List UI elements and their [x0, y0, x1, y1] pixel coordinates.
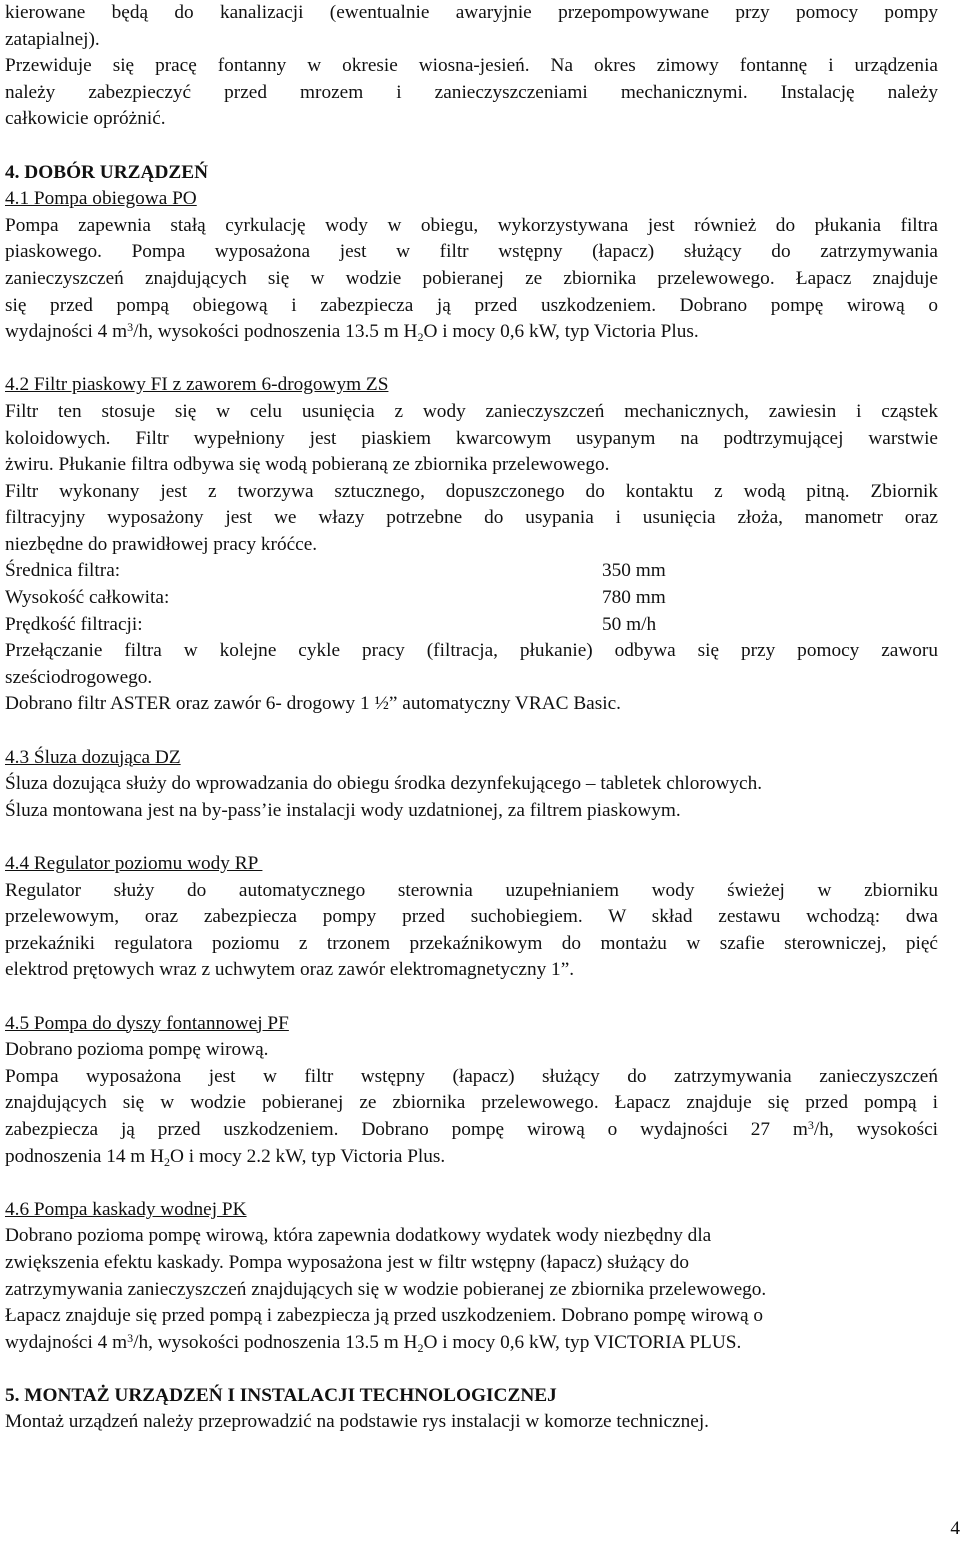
- text-line: filtracyjny wyposażony jest we włazy potrzebne do usypania i usunięcia złoża, manometr oraz: [5, 507, 938, 529]
- text-line: kierowane będą do kanalizacji (ewentualnie awaryjnie przepompowywane przy pomocy pompy: [5, 2, 938, 23]
- document-page: [5, 0, 938, 1436]
- text-line: wydajności 4 $m^3/h$, wysokości podnoszenia 13.5 m $H_2O$ i mocy 0,6 kW, typ Victoria Plus.: [5, 320, 699, 345]
- text-line: znajdujących się w wodzie pobieranej ze zbiornika przelewowego. Łapacz znajduje się przed pompą i: [5, 1092, 938, 1114]
- text-line: przekaźniki regulatora poziomu z trzonem przekaźnikowym do montażu w szafie sterowniczej, pięć: [5, 932, 938, 954]
- text-line: niezbędne do prawidłowej pracy króćce.: [5, 533, 318, 555]
- text-line: Dobrano filtr ASTER oraz zawór 6- drogowy 1 ½” automatyczny VRAC Basic.: [5, 693, 621, 715]
- section-4-1-title: 4.1 Pompa obiegowa PO: [5, 188, 197, 210]
- section-4-4-title: 4.4 Regulator poziomu wody RP: [5, 853, 263, 874]
- page-number: 4: [950, 1518, 960, 1539]
- text-line: Śluza dozująca służy do wprowadzania do obiegu środka dezynfekującego – tabletek chlorowych.: [5, 773, 763, 795]
- text-line: podnoszenia 14 m $H_2O$ i mocy 2.2 kW, typ Victoria Plus.: [5, 1145, 446, 1169]
- text-line: Łapacz znajduje się przed pompą i zabezpiecza ją przed uszkodzeniem. Dobrano pompę wirową o: [5, 1305, 764, 1327]
- text-line: zabezpiecza ją przed uszkodzeniem. Dobrano pompę wirową o wydajności 27 $m^3/h$, wysokości: [5, 1117, 938, 1140]
- text-line: Pompa zapewnia stałą cyrkulację wody w obiegu, wykorzystywana jest również do płukania filtra: [5, 214, 938, 236]
- section-5-heading: 5. MONTAŻ URZĄDZEŃ I INSTALACJI TECHNOLOGICZNEJ: [5, 1384, 557, 1406]
- text-line: Regulator służy do automatycznego sterownia uzupełnianiem wody świeżej w zbiorniku: [5, 879, 938, 901]
- section-4-5-title: 4.5 Pompa do dyszy fontannowej PF: [5, 1012, 289, 1034]
- text-line: wydajności 4 $m^3/h$, wysokości podnoszenia 13.5 m $H_2O$ i mocy 0,6 kW, typ VICTORIA PLUS.: [5, 1330, 742, 1355]
- intro-paragraph: [5, 0, 938, 133]
- param-value: 350 mm: [602, 560, 666, 582]
- param-label: Średnica filtra:: [5, 560, 121, 582]
- text-line: Filtr ten stosuje się w celu usunięcia z wody zanieczyszczeń mechanicznych, zawiesin i cząstek: [5, 400, 938, 422]
- text-line: Filtr wykonany jest z tworzywa sztucznego, dopuszczonego do kontaktu z wodą pitną. Zbiornik: [5, 480, 938, 502]
- text-line: zatrzymywania zanieczyszczeń znajdujących się w wodzie pobieranej ze zbiornika przelewowego.: [5, 1278, 767, 1300]
- text-line: się przed pompą obiegową i zabezpiecza ją przed uszkodzeniem. Dobrano pompę wirową o: [5, 294, 938, 316]
- text-line: całkowicie opróżnić.: [5, 108, 166, 130]
- section-4-2-title: 4.2 Filtr piaskowy FI z zaworem 6-drogowym ZS: [5, 374, 389, 396]
- section-4-3-title: 4.3 Śluza dozująca DZ: [5, 746, 181, 768]
- param-value: 780 mm: [602, 587, 666, 609]
- param-value: 50 m/h: [602, 613, 657, 635]
- text-line: zanieczyszczeń znajdujących się w wodzie pobieranej ze zbiornika przelewowego. Łapacz znajduje: [5, 267, 938, 289]
- text-line: Śluza montowana jest na by-pass’ie instalacji wody uzdatnionej, za filtrem piaskowym.: [5, 799, 681, 821]
- text-line: Dobrano pozioma pompę wirową, która zapewnia dodatkowy wydatek wody niezbędny dla: [5, 1225, 712, 1247]
- section-4-6-title: 4.6 Pompa kaskady wodnej PK: [5, 1198, 247, 1220]
- param-row: [5, 585, 938, 612]
- text-line: piaskowego. Pompa wyposażona jest w filtr wstępny (łapacz) służący do zatrzymywania: [5, 241, 938, 263]
- text-line: zatapialnej).: [5, 28, 100, 50]
- text-line: żwiru. Płukanie filtra odbywa się wodą pobieraną ze zbiornika przelewowego.: [5, 454, 610, 476]
- text-line: Dobrano pozioma pompę wirową.: [5, 1039, 269, 1061]
- text-line: Przewiduje się pracę fontanny w okresie wiosna-jesień. Na okres zimowy fontannę i urządzenia: [5, 55, 938, 77]
- param-row: [5, 558, 938, 585]
- text-line: należy zabezpieczyć przed mrozem i zanieczyszczeniami mechanicznymi. Instalację należy: [5, 81, 938, 103]
- param-label: Prędkość filtracji:: [5, 613, 143, 635]
- text-line: Montaż urządzeń należy przeprowadzić na podstawie rys instalacji w komorze technicznej.: [5, 1411, 709, 1433]
- param-label: Wysokość całkowita:: [5, 587, 170, 609]
- text-line: zwiększenia efektu kaskady. Pompa wyposażona jest w filtr wstępny (łapacz) służący do: [5, 1251, 690, 1273]
- text-line: przelewowym, oraz zabezpiecza pompy przed suchobiegiem. W skład zestawu wchodzą: dwa: [5, 906, 938, 928]
- param-row: [5, 612, 938, 639]
- text-line: Przełączanie filtra w kolejne cykle pracy (filtracja, płukanie) odbywa się przy pomocy zaworu: [5, 640, 938, 662]
- text-line: koloidowych. Filtr wypełniony jest piaskiem kwarcowym usypanym na podtrzymującej warstwie: [5, 427, 938, 449]
- text-line: Pompa wyposażona jest w filtr wstępny (łapacz) służący do zatrzymywania zanieczyszczeń: [5, 1065, 938, 1087]
- text-line: sześciodrogowego.: [5, 666, 153, 688]
- section-4-heading: 4. DOBÓR URZĄDZEŃ: [5, 161, 209, 183]
- text-line: elektrod prętowych wraz z uchwytem oraz zawór elektromagnetyczny 1”.: [5, 959, 575, 981]
